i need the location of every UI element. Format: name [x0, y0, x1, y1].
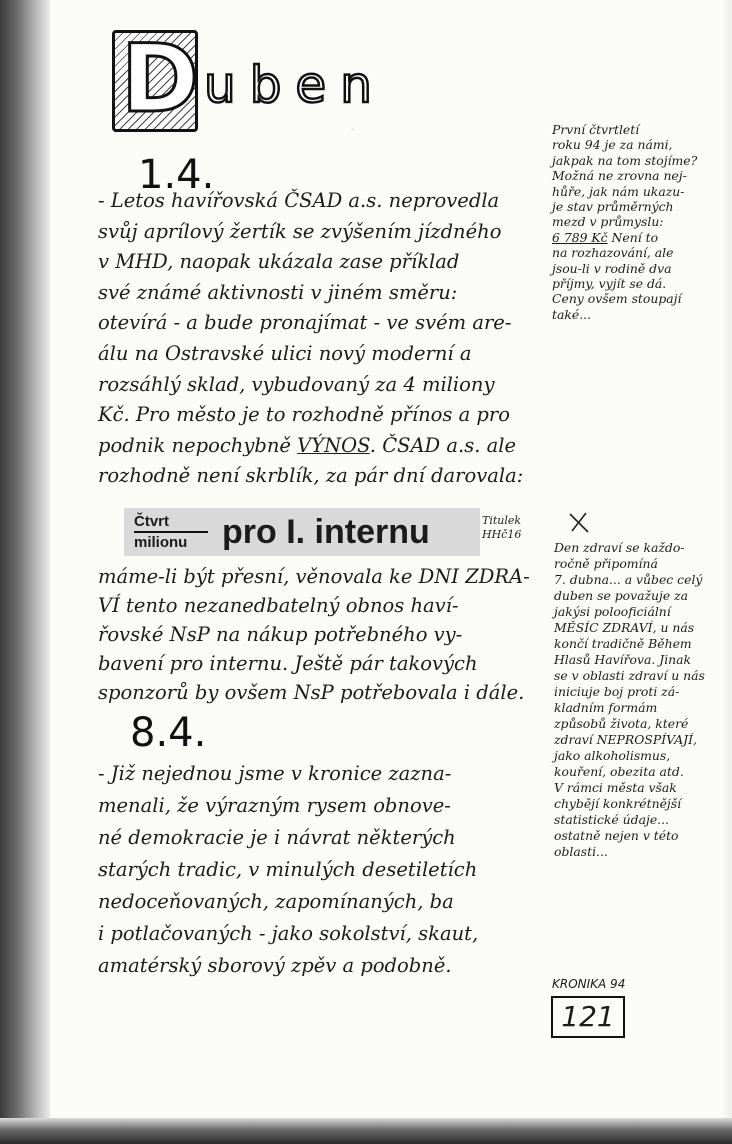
note-line: ročně připomíná: [554, 556, 658, 571]
text-line: otevírá - a bude pronajímat - ve svém are-: [98, 311, 512, 335]
clipping-kicker: [134, 512, 208, 552]
note-line: iniciuje boj proti zá-: [554, 684, 680, 699]
entry-text-continued: [98, 562, 546, 707]
note-line: roku 94 je za námi,: [552, 137, 673, 153]
clipping-kicker-top: Čtvrt: [134, 513, 170, 530]
margin-note: [552, 122, 732, 322]
text-line: VÍ tento nezanedbatelný obnos haví-: [98, 594, 459, 617]
entry-text: [98, 186, 546, 492]
note-line: Hlasů Havířova. Jinak: [554, 652, 692, 667]
note-line: duben se považuje za: [554, 588, 689, 603]
book-spine-shadow: [0, 0, 50, 1144]
entry-date: 8.4.: [130, 710, 207, 756]
note-line: končí tradičně Během: [554, 636, 692, 651]
text-line: - Již nejednou jsme v kronice zazna-: [98, 762, 452, 785]
text-line: - Letos havířovská ČSAD a.s. neprovedla: [98, 189, 500, 212]
text-line: nedoceňovaných, zapomínaných, ba: [98, 890, 454, 913]
note-line: chybějí konkrétnější: [554, 796, 682, 811]
text-line: rozsáhlý sklad, vybudovaný za 4 miliony: [98, 372, 495, 396]
note-line: [552, 230, 732, 245]
text-line: amatérský sborový zpěv a podobně.: [98, 954, 452, 977]
text-fragment: podnik nepochybně: [98, 433, 298, 457]
note-line: jsou-li v rodině dva: [552, 260, 672, 276]
text-line: bavení pro internu. Ještě pár takových: [98, 652, 478, 675]
clipping-source-line: Titulek: [482, 514, 522, 527]
chronicle-label: KRONIKA 94: [552, 977, 626, 991]
note-line: kouření, obezita atd.: [554, 764, 684, 779]
wage-figure: 6 789 Kč: [552, 229, 608, 245]
text-line: né demokracie je i návrat některých: [98, 826, 456, 849]
underlined-word: VÝNOS: [297, 433, 370, 457]
note-fragment: Není to: [607, 229, 659, 245]
clipping-source-note: [482, 514, 542, 542]
note-line: V rámci města však: [554, 780, 677, 795]
note-line: oblasti...: [554, 844, 608, 859]
margin-note: [554, 540, 732, 860]
entry-date: 1.4.: [138, 152, 215, 198]
text-line: i potlačovaných - jako sokolství, skaut,: [98, 922, 479, 945]
text-line: menali, že výrazným rysem obnove-: [98, 794, 451, 817]
note-line: jako alkoholismus,: [554, 748, 671, 763]
text-line: sponzorů by ovšem NsP potřebovala i dále.: [98, 681, 525, 704]
clipping-source-line: HHč16: [482, 528, 522, 541]
note-line: kladním formám: [554, 700, 658, 715]
note-line: MĚSÍC ZDRAVÍ, u nás: [554, 620, 695, 635]
cross-mark-icon: [566, 510, 592, 536]
text-line: máme-li být přesní, věnovala ke DNI ZDRA-: [98, 565, 530, 588]
text-fragment: . ČSAD a.s. ale: [369, 433, 517, 457]
note-line: hůře, jak nám ukazu-: [552, 183, 685, 199]
note-line: se v oblasti zdraví u nás: [554, 668, 705, 683]
note-line: jakpak na tom stojíme?: [552, 152, 698, 168]
page-number: 121: [551, 996, 625, 1038]
clipping-headline: pro I. internu: [222, 513, 430, 551]
note-line: je stav průměrných: [552, 198, 674, 214]
text-line: svůj aprílový žertík se zvýšením jízdného: [98, 219, 502, 243]
text-line: řovské NsP na nákup potřebného vy-: [98, 623, 463, 646]
note-line: příjmy, vyjít se dá.: [552, 275, 667, 291]
note-line: První čtvrtletí: [552, 122, 640, 137]
title-rest: uben: [204, 56, 386, 114]
note-line: Možná ne zrovna nej-: [552, 168, 687, 184]
entry-text: [98, 758, 546, 982]
note-line: mezd v průmyslu:: [552, 214, 664, 230]
title-initial: D: [121, 25, 200, 134]
text-line: v MHD, naopak ukázala zase příklad: [98, 250, 460, 274]
clipping-kicker-bottom: milionu: [134, 534, 188, 551]
page-bottom-shadow: [0, 1118, 732, 1144]
note-line: také...: [552, 306, 592, 322]
text-line: starých tradic, v minulých desetiletích: [98, 858, 478, 881]
note-line: způsobů života, které: [554, 716, 689, 731]
note-line: statistické údaje...: [554, 812, 669, 827]
text-line: rozhodně není skrblík, za pár dní darovala:: [98, 464, 524, 488]
decorative-initial: [112, 25, 200, 134]
newspaper-clipping: [124, 508, 480, 556]
note-line: zdraví NEPROSPÍVAJÍ,: [554, 732, 697, 747]
note-line: na rozhazování, ale: [552, 245, 674, 261]
text-line: álu na Ostravské ulici nový moderní a: [98, 341, 472, 365]
clipping-rule: [134, 531, 208, 533]
note-line: 7. dubna... a vůbec celý: [554, 572, 703, 587]
note-line: Ceny ovšem stoupají: [552, 291, 682, 307]
note-line: ostatně nejen v této: [554, 828, 679, 843]
text-line: [98, 431, 546, 462]
bleed-through-mark: ·: [350, 120, 356, 139]
text-line: Kč. Pro město je to rozhodně přínos a pro: [98, 403, 510, 427]
note-line: Den zdraví se každo-: [554, 540, 685, 555]
note-line: jakýsi polooficiální: [554, 604, 671, 619]
text-line: své známé aktivnosti v jiném směru:: [98, 280, 458, 304]
